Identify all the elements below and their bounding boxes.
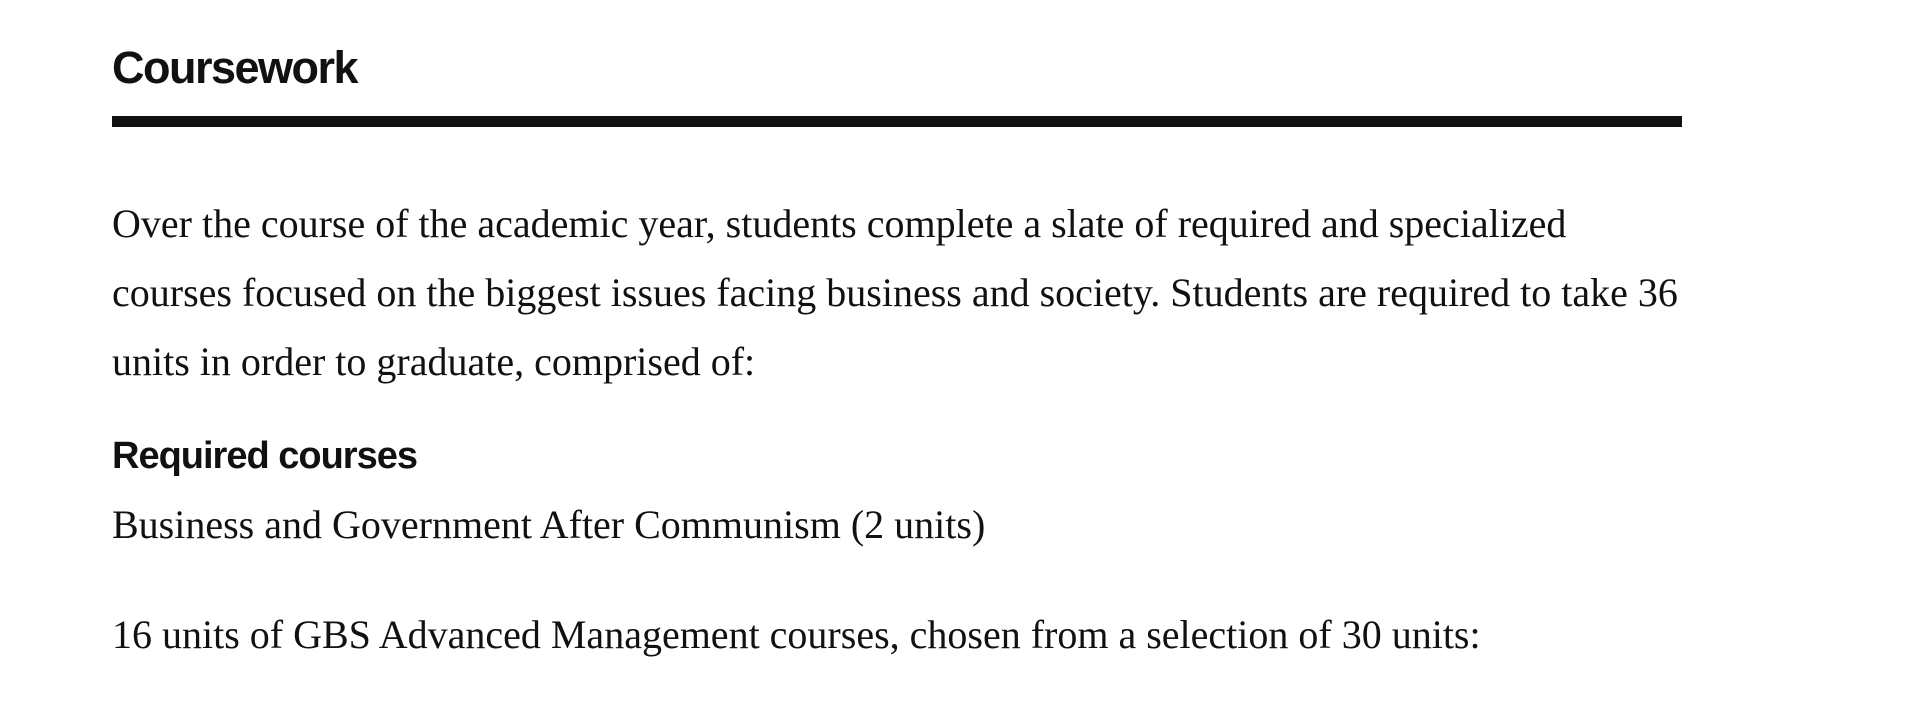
required-courses-heading: Required courses	[112, 435, 417, 477]
advanced-management-note: 16 units of GBS Advanced Management courses, chosen from a selection of 30 units:	[112, 612, 1481, 657]
section-title: Coursework	[112, 42, 358, 93]
required-course-item: Business and Government After Communism (2 units)	[112, 502, 986, 547]
intro-paragraph: Over the course of the academic year, students complete a slate of required and specialized courses focused on the biggest issues facing business and society. Students are required to take 36 units in order to graduate, comprised of:	[112, 201, 1678, 384]
coursework-section	[112, 0, 1682, 662]
title-divider	[112, 116, 1682, 127]
